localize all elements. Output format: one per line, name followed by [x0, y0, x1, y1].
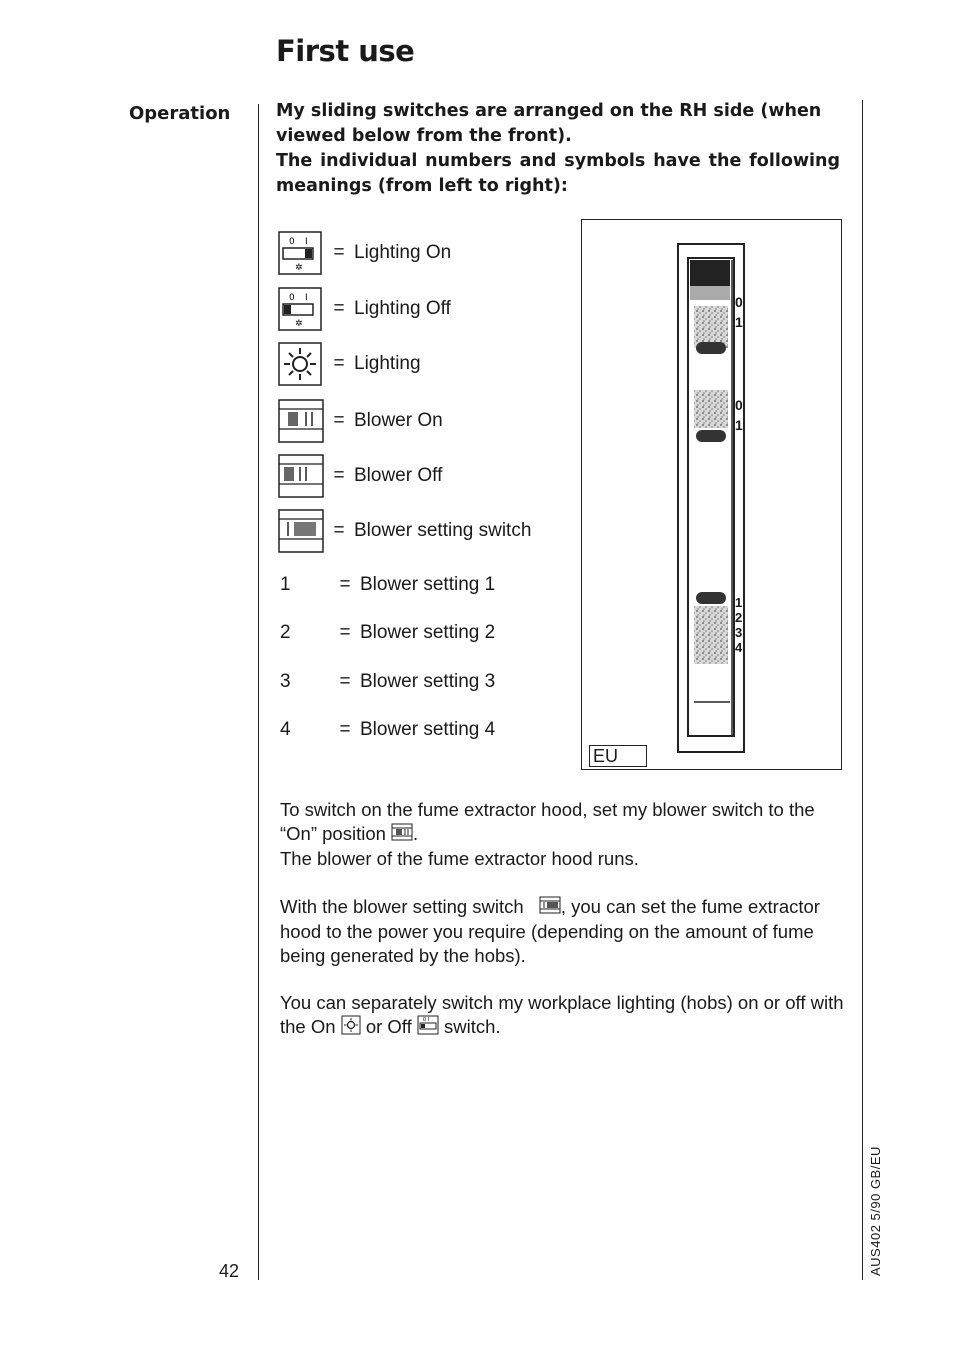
svg-text:0: 0: [289, 293, 295, 303]
paragraph-lighting: [280, 991, 844, 1041]
svg-text:I: I: [305, 293, 308, 303]
switch-mark: 0: [735, 294, 743, 310]
equals-sign: =: [333, 298, 345, 319]
legend-label: Lighting: [354, 353, 421, 374]
setting-row: [280, 671, 495, 693]
legend-row: [278, 454, 442, 498]
paragraph-text-a: To switch on the fume extractor hood, set my blower switch to the “On” position: [280, 799, 815, 844]
page-number: 42: [219, 1261, 240, 1281]
equals-sign: =: [333, 242, 345, 263]
blower-off-icon: [278, 454, 324, 498]
setting-label: Blower setting 3: [360, 671, 496, 692]
equals-sign: =: [333, 520, 345, 541]
legend-label: Blower setting switch: [354, 520, 532, 541]
paragraph-text-c: The blower of the fume extractor hood runs.: [280, 848, 639, 870]
paragraph-text-b: .: [413, 823, 419, 844]
lighting-on-icon: [278, 231, 324, 275]
legend-row: [278, 342, 421, 386]
setting-number: 1: [280, 574, 291, 595]
legend-label: Lighting Off: [354, 298, 451, 319]
intro-line-2a: The individual numbers and symbols have the following: [276, 151, 840, 171]
bottom-switch-marks: [735, 595, 742, 655]
equals-sign: =: [339, 574, 351, 595]
paragraph-blower-on: [280, 798, 844, 871]
svg-text:0: 0: [289, 237, 295, 247]
intro-text: [276, 99, 840, 199]
paragraph-text-b: , you can set the fume extractor hood to the power you require (depending on the amount of fume being generated by the hobs).: [280, 896, 820, 967]
intro-line-2b: meanings (from left to right):: [276, 176, 568, 196]
lighting-icon: [341, 1015, 361, 1041]
switch-mark: 3: [735, 625, 743, 640]
switch-mark: 4: [735, 640, 743, 655]
top-switch-marks: [735, 292, 743, 332]
svg-text:I: I: [305, 237, 308, 247]
switch-mark: 1: [735, 595, 743, 610]
paragraph-text-a: You can separately switch my workplace lighting (hobs) on or off with the On: [280, 992, 844, 1037]
legend-label: Lighting On: [354, 242, 452, 263]
paragraph-text-a: With the blower setting switch: [280, 896, 524, 917]
paragraph-text-c: switch.: [444, 1016, 501, 1037]
paragraph-blower-setting: [280, 895, 844, 968]
switch-mark: 1: [735, 417, 743, 433]
setting-number: 3: [280, 671, 291, 692]
paragraph-text: [280, 798, 844, 847]
switch-mark: 1: [735, 314, 743, 330]
mid-switch-marks: [735, 395, 743, 435]
equals-sign: =: [339, 719, 351, 740]
setting-row: [280, 574, 495, 596]
switch-panel-illustration: [581, 219, 842, 770]
lighting-off-icon: [417, 1015, 439, 1041]
right-rule: [862, 100, 863, 1280]
legend-label: Blower On: [354, 410, 443, 431]
equals-sign: =: [333, 353, 345, 374]
svg-text:✲: ✲: [295, 319, 303, 329]
region-label: EU: [589, 745, 647, 767]
paragraph-text: [280, 895, 844, 968]
switch-mark: 0: [735, 397, 743, 413]
switch-panel-drawing: [582, 220, 840, 768]
setting-row: [280, 622, 495, 644]
paragraph-text-b: or Off: [365, 1016, 412, 1037]
blower-setting-switch-icon: [278, 509, 324, 553]
equals-sign: =: [339, 622, 351, 643]
legend-row: [278, 399, 443, 443]
setting-number: 2: [280, 622, 291, 643]
setting-number: 4: [280, 719, 291, 740]
svg-text:0 I: 0 I: [422, 1017, 430, 1024]
blower-on-icon: [391, 823, 413, 847]
legend-label: Blower Off: [354, 465, 443, 486]
svg-text:✲: ✲: [295, 263, 303, 273]
setting-row: [280, 719, 495, 741]
legend-row: [278, 231, 451, 275]
document-code: AUS402 5/90 GB/EU: [868, 1146, 883, 1276]
legend-row: [278, 509, 531, 553]
legend-row: [278, 287, 451, 331]
intro-line-1: My sliding switches are arranged on the RH side (when viewed below from the front).: [276, 101, 822, 146]
blower-setting-switch-icon: [539, 896, 561, 920]
lighting-off-icon: [278, 287, 324, 331]
setting-label: Blower setting 2: [360, 622, 496, 643]
left-rule: [258, 104, 259, 1280]
equals-sign: =: [333, 410, 345, 431]
setting-label: Blower setting 4: [360, 719, 496, 740]
switch-mark: 2: [735, 610, 743, 625]
paragraph-text: [280, 991, 844, 1041]
setting-label: Blower setting 1: [360, 574, 496, 595]
blower-on-icon: [278, 399, 324, 443]
page-title: First use: [276, 34, 415, 68]
equals-sign: =: [339, 671, 351, 692]
equals-sign: =: [333, 465, 345, 486]
section-heading: Operation: [129, 103, 231, 124]
lighting-icon: [278, 342, 324, 386]
